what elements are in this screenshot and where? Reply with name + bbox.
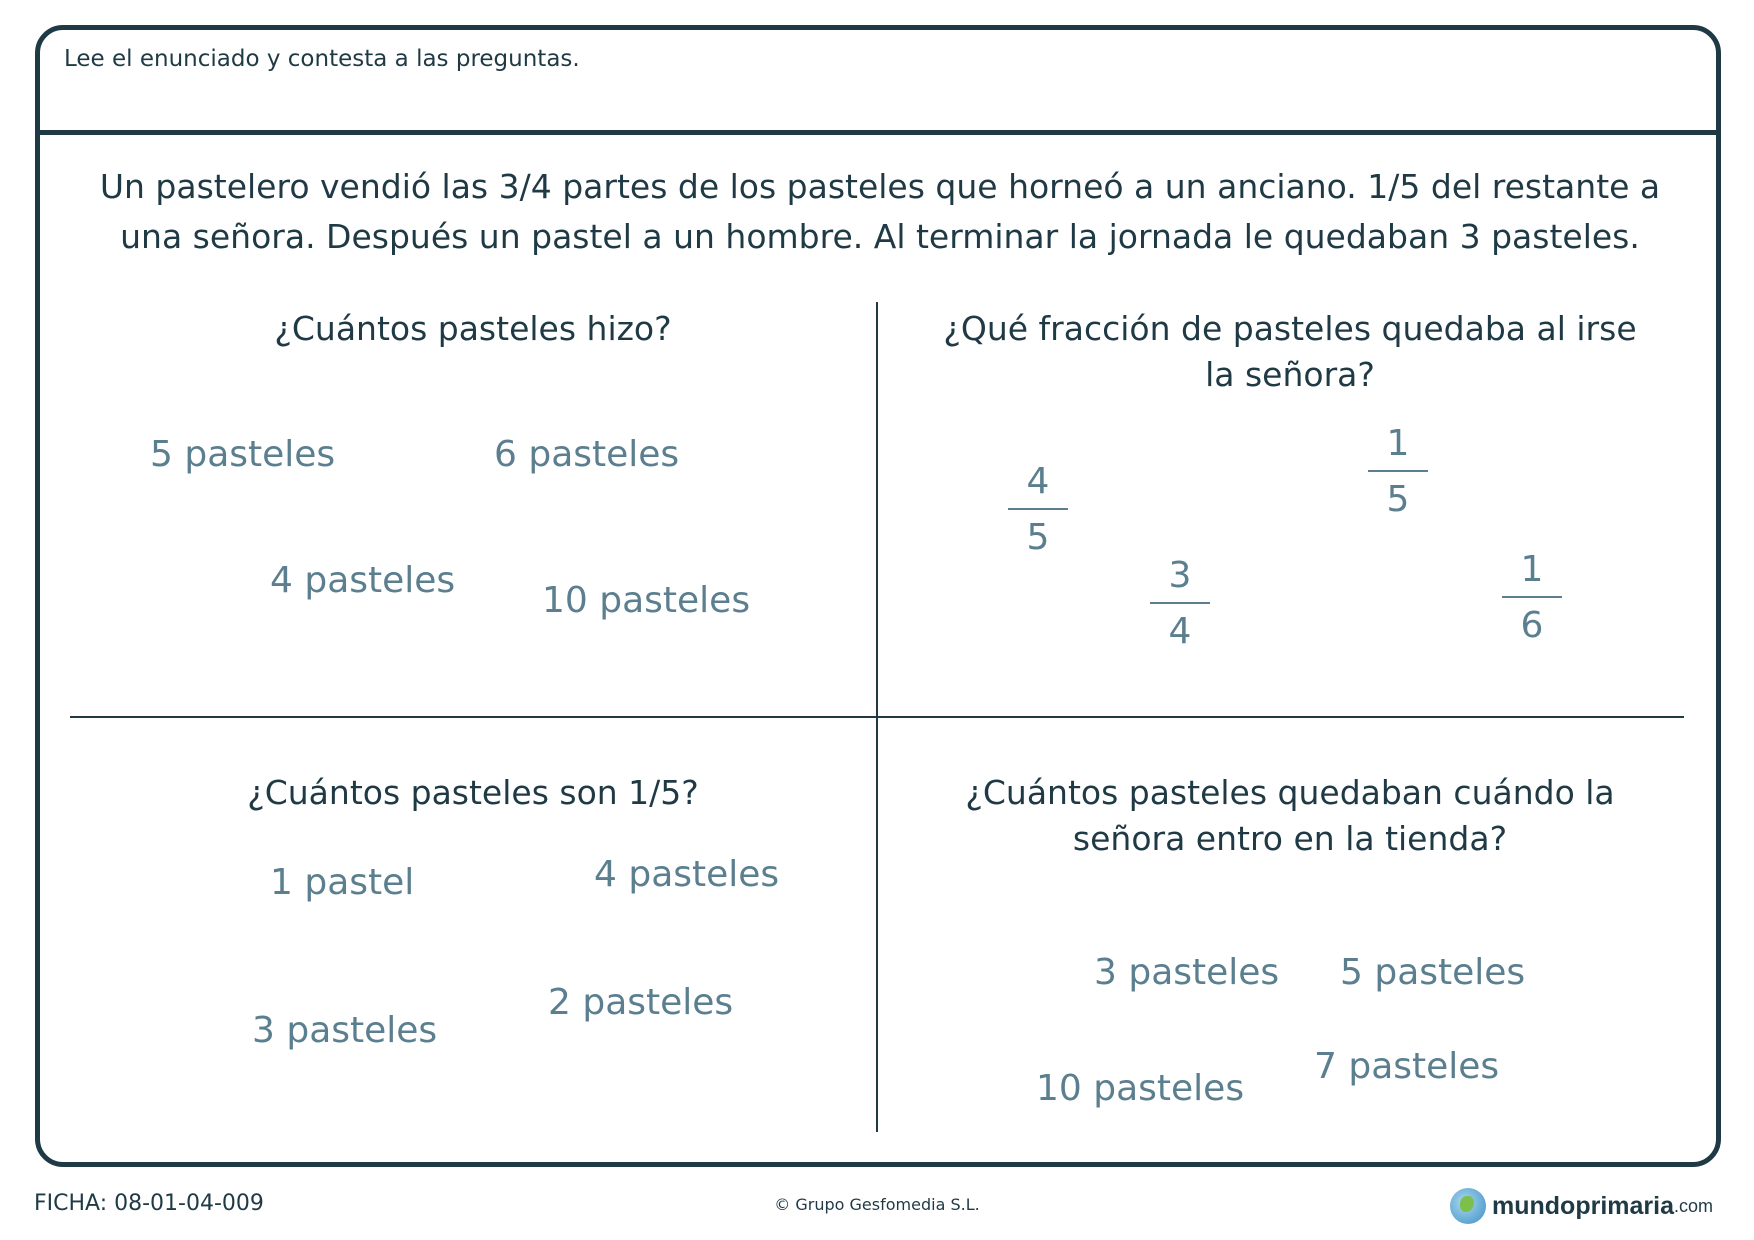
fraction-numerator: 3 <box>1168 555 1192 596</box>
horizontal-divider <box>70 716 1684 718</box>
fraction-numerator: 4 <box>1026 461 1050 502</box>
q1-option[interactable]: 5 pasteles <box>150 434 336 475</box>
q2-question-line-1: ¿Qué fracción de pasteles quedaba al irse <box>943 309 1637 348</box>
q3-option[interactable]: 3 pasteles <box>252 1010 438 1051</box>
q2-fraction-option[interactable] <box>1150 556 1210 652</box>
fraction-bar <box>1502 596 1562 598</box>
q1-option[interactable]: 6 pasteles <box>494 434 680 475</box>
problem-statement <box>60 162 1700 262</box>
q4-option[interactable]: 5 pasteles <box>1340 952 1526 993</box>
q3-option[interactable]: 4 pasteles <box>594 854 780 895</box>
fraction-denominator: 5 <box>1386 479 1410 520</box>
fraction-numerator: 1 <box>1386 423 1410 464</box>
statement-line-1: Un pastelero vendió las 3/4 partes de los pasteles que horneó a un anciano. 1/5 del restante a <box>99 167 1661 206</box>
q1-question: ¿Cuántos pasteles hizo? <box>274 309 672 348</box>
q2-fraction-option[interactable] <box>1502 550 1562 646</box>
fraction-denominator: 5 <box>1026 517 1050 558</box>
instruction-text: Lee el enunciado y contesta a las preguntas. <box>64 46 580 72</box>
q4-option[interactable]: 10 pasteles <box>1036 1068 1245 1109</box>
copyright-text: © Grupo Gesfomedia S.L. <box>774 1195 980 1214</box>
q4-question-line-2: señora entro en la tienda? <box>1072 819 1508 858</box>
q4-question-line-1: ¿Cuántos pasteles quedaban cuándo la <box>965 773 1615 812</box>
q2-fraction-option[interactable] <box>1368 424 1428 520</box>
q2-question <box>900 306 1680 398</box>
header-divider <box>35 130 1721 135</box>
q1-option[interactable]: 10 pasteles <box>542 580 751 621</box>
fraction-denominator: 6 <box>1520 605 1544 646</box>
q2-question-line-2: la señora? <box>1205 355 1375 394</box>
statement-line-2: una señora. Después un pastel a un hombre. Al terminar la jornada le quedaban 3 pasteles. <box>120 217 1640 256</box>
fraction-numerator: 1 <box>1520 549 1544 590</box>
q3-option[interactable]: 2 pasteles <box>548 982 734 1023</box>
q4-option[interactable]: 3 pasteles <box>1094 952 1280 993</box>
q3-option[interactable]: 1 pastel <box>270 862 415 903</box>
globe-icon <box>1450 1188 1486 1224</box>
brand-logo[interactable] <box>1450 1184 1713 1228</box>
brand-tld: .com <box>1673 1195 1713 1216</box>
q4-option[interactable]: 7 pasteles <box>1314 1046 1500 1087</box>
q3-question: ¿Cuántos pasteles son 1/5? <box>247 773 699 812</box>
worksheet-code: FICHA: 08-01-04-009 <box>34 1191 264 1216</box>
q1-option[interactable]: 4 pasteles <box>270 560 456 601</box>
fraction-denominator: 4 <box>1168 611 1192 652</box>
fraction-bar <box>1150 602 1210 604</box>
q2-fraction-option[interactable] <box>1008 462 1068 558</box>
fraction-bar <box>1368 470 1428 472</box>
brand-name: mundoprimaria <box>1492 1191 1674 1220</box>
q4-question <box>900 770 1680 862</box>
fraction-bar <box>1008 508 1068 510</box>
